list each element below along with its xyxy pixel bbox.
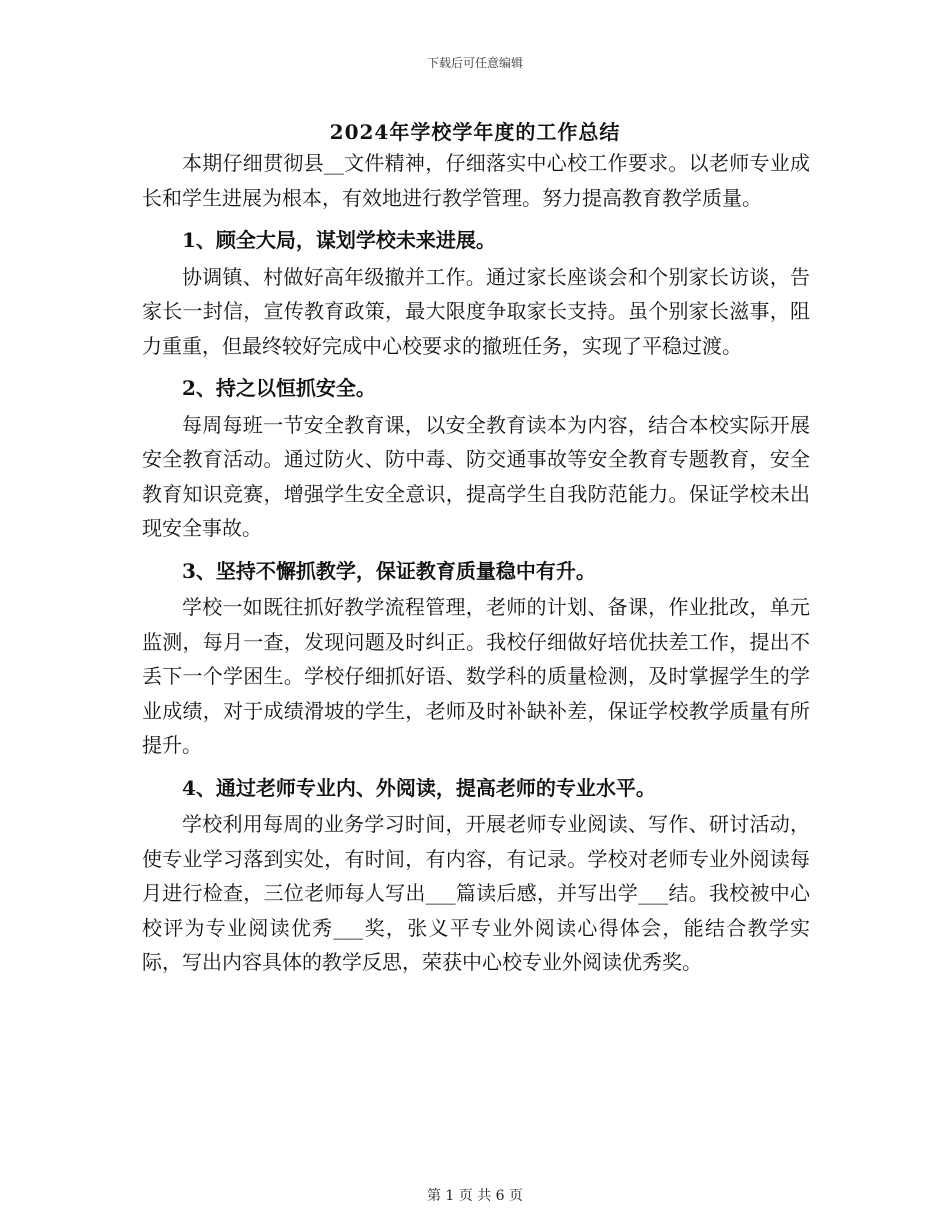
intro-paragraph: 本期仔细贯彻县__文件精神，仔细落实中心校工作要求。以老师专业成长和学生进展为根本，有效地进行教学管理。努力提高教育教学质量。 — [142, 151, 810, 210]
section-3-heading: 3、坚持不懈抓教学，保证教育质量稳中有升。 — [182, 558, 596, 583]
document-body — [142, 146, 810, 980]
page-header-note: 下载后可任意编辑 — [426, 56, 523, 70]
section-1-heading: 1、顾全大局，谋划学校未来进展。 — [182, 228, 496, 252]
section-4-heading: 4、通过老师专业内、外阅读，提高老师的专业水平。 — [182, 775, 656, 800]
document-title: 2024年学校学年度的工作总结 — [329, 120, 621, 144]
section-3-body: 学校一如既往抓好教学流程管理，老师的计划、备课，作业批改，单元监测，每月一查，发现问题及时纠正。我校仔细做好培优扶差工作，提出不丢下一个学困生。学校仔细抓好语、数学科的质量检测，及时掌握学生的学业成绩，对于成绩滑坡的学生，老师及时补缺补差，保证学校教学质量有所提升。 — [142, 595, 810, 757]
section-2-heading: 2、持之以恒抓安全。 — [182, 376, 376, 400]
section-2-body: 每周每班一节安全教育课，以安全教育读本为内容，结合本校实际开展安全教育活动。通过防火、防中毒、防交通事故等安全教育专题教育，安全教育知识竞赛，增强学生安全意识，提高学生自我防范能力。保证学校未出现安全事故。 — [142, 412, 810, 540]
section-1-body: 协调镇、村做好高年级撤并工作。通过家长座谈会和个别家长访谈，告家长一封信，宣传教育政策，最大限度争取家长支持。虽个别家长滋事，阻力重重，但最终较好完成中心校要求的撤班任务，实现了平稳过渡。 — [142, 264, 810, 358]
page-number: 第 1 页 共 6 页 — [426, 1188, 524, 1204]
section-4-body: 学校利用每周的业务学习时间，开展老师专业阅读、写作、研讨活动，使专业学习落到实处，有时间，有内容，有记录。学校对老师专业外阅读每月进行检查，三位老师每人写出___篇读后感，并写出学___结。我校被中心校评为专业阅读优秀___奖，张义平专业外阅读心得体会，能结合教学实际，写出内容具体的教学反思，荣获中心校专业外阅读优秀奖。 — [142, 812, 810, 974]
